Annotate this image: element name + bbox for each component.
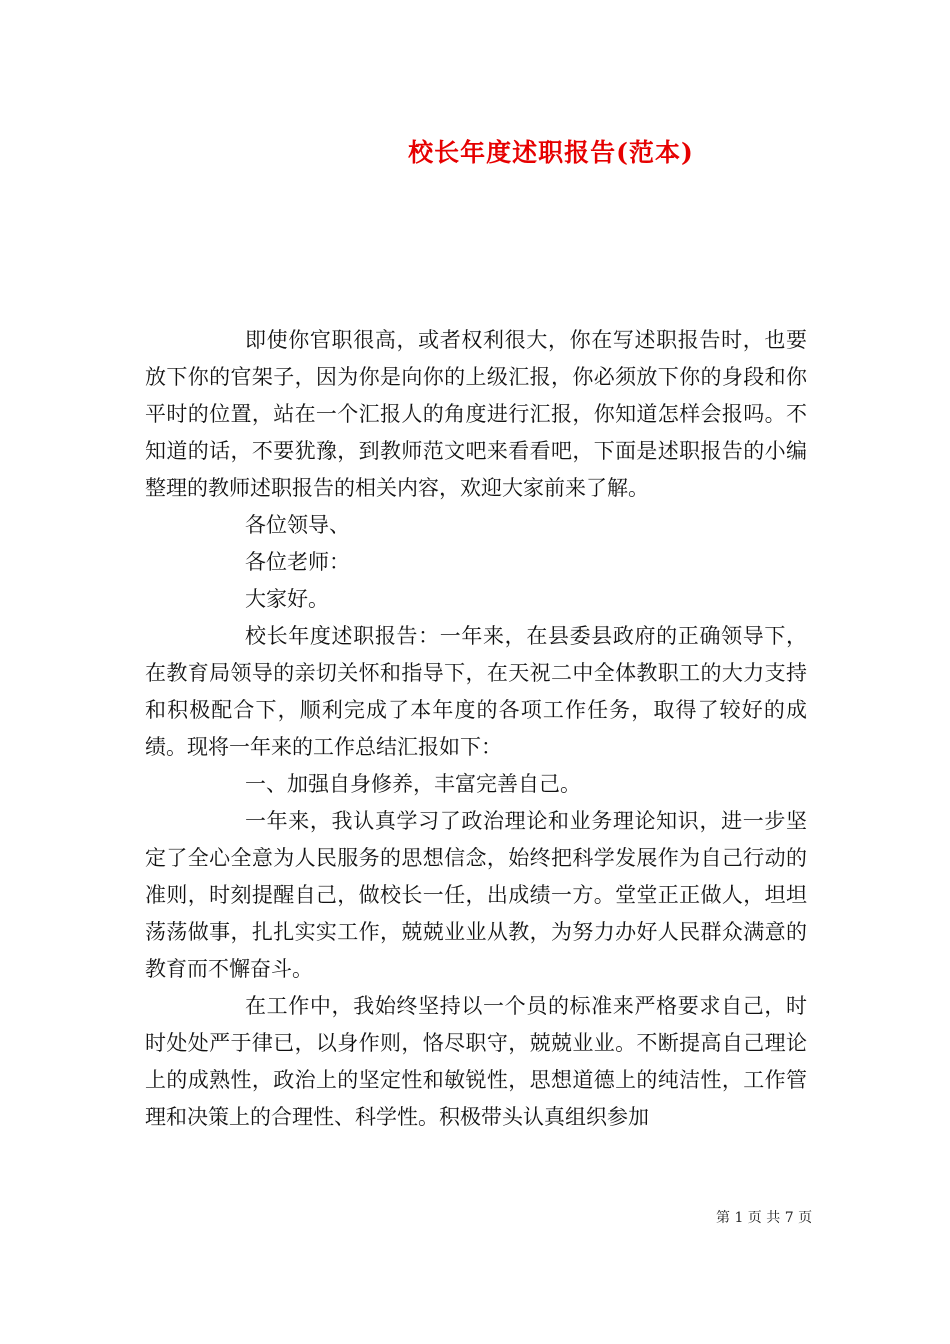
body-paragraph-study: 一年来，我认真学习了政治理论和业务理论知识，进一步坚定了全心全意为人民服务的思想信念，始终把科学发展作为自己行动的准则，时刻提醒自己，做校长一任，出成绩一方。堂堂正正做人，坦坦荡荡做事，扎扎实实工作，兢兢业业从教，为努力办好人民群众满意的教育而不懈奋斗。 [145,809,807,981]
report-opening-paragraph: 校长年度述职报告：一年来，在县委县政府的正确领导下，在教育局领导的亲切关怀和指导下，在天祝二中全体教职工的大力支持和积极配合下，顺利完成了本年度的各项工作任务，取得了较好的成绩。现将一年来的工作总结汇报如下： [145,624,807,759]
greeting: 大家好。 [245,587,329,611]
salutation-teachers: 各位老师： [245,550,350,574]
document-title: 校长年度述职报告(范本) [408,138,694,167]
salutation-leaders: 各位领导、 [245,513,350,537]
intro-paragraph: 即使你官职很高，或者权利很大，你在写述职报告时，也要放下你的官架子，因为你是向你的上级汇报，你必须放下你的身段和你平时的位置，站在一个汇报人的角度进行汇报，你知道怎样会报吗。不知道的话，不要犹豫，到教师范文吧来看看吧，下面是述职报告的小编整理的教师述职报告的相关内容，欢迎大家前来了解。 [145,328,807,500]
page-number-footer: 第 1 页 共 7 页 [716,1210,813,1226]
section-heading-1: 一、加强自身修养，丰富完善自己。 [245,772,581,796]
document-body [145,322,807,1136]
body-paragraph-work: 在工作中，我始终坚持以一个员的标准来严格要求自己，时时处处严于律已，以身作则，恪尽职守，兢兢业业。不断提高自己理论上的成熟性，政治上的坚定性和敏锐性，思想道德上的纯洁性，工作管理和决策上的合理性、科学性。积极带头认真组织参加 [145,994,807,1129]
